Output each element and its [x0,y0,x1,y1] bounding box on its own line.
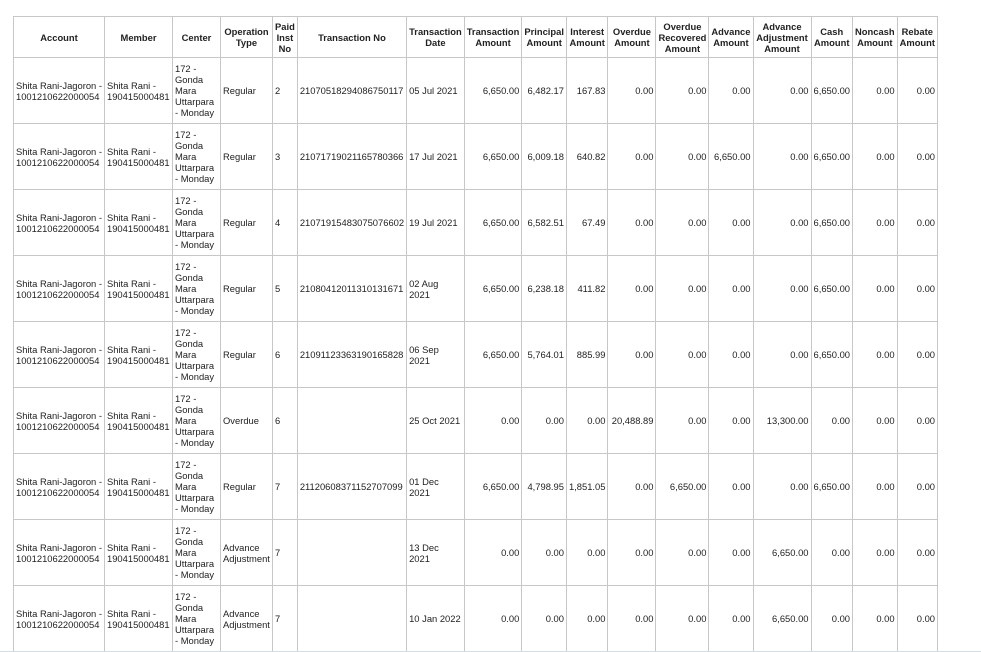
cell-rebate-amount: 0.00 [897,586,937,652]
col-header-principal-amount: Principal Amount [522,17,567,58]
table-header-row [14,17,938,58]
cell-advance-amount: 0.00 [709,454,753,520]
col-header-paid-inst-no: Paid Inst No [273,17,298,58]
cell-member: Shita Rani - 190415000481 [105,256,173,322]
cell-account: Shita Rani-Jagoron - 1001210622000054 [14,322,105,388]
cell-member: Shita Rani - 190415000481 [105,58,173,124]
cell-paid-inst-no: 2 [273,58,298,124]
cell-interest-amount: 0.00 [566,520,608,586]
cell-advance-adjustment-amount: 0.00 [753,58,811,124]
cell-transaction-amount: 0.00 [464,586,522,652]
cell-cash-amount: 6,650.00 [811,190,853,256]
cell-center: 172 - Gonda Mara Uttarpara - Monday [173,256,221,322]
cell-account: Shita Rani-Jagoron - 1001210622000054 [14,58,105,124]
cell-rebate-amount: 0.00 [897,190,937,256]
cell-rebate-amount: 0.00 [897,388,937,454]
cell-interest-amount: 1,851.05 [566,454,608,520]
cell-noncash-amount: 0.00 [853,58,898,124]
col-header-center: Center [173,17,221,58]
cell-operation-type: Regular [221,58,273,124]
cell-interest-amount: 0.00 [566,388,608,454]
cell-rebate-amount: 0.00 [897,520,937,586]
cell-transaction-date: 02 Aug 2021 [407,256,465,322]
cell-operation-type: Regular [221,256,273,322]
cell-paid-inst-no: 7 [273,520,298,586]
cell-transaction-no: 21071719021165780366 [297,124,406,190]
cell-paid-inst-no: 6 [273,388,298,454]
cell-overdue-recovered-amount: 0.00 [656,256,709,322]
cell-advance-adjustment-amount: 0.00 [753,454,811,520]
col-header-advance-amount: Advance Amount [709,17,753,58]
cell-center: 172 - Gonda Mara Uttarpara - Monday [173,322,221,388]
cell-principal-amount: 0.00 [522,388,567,454]
cell-overdue-amount: 0.00 [608,586,656,652]
cell-principal-amount: 6,238.18 [522,256,567,322]
cell-interest-amount: 640.82 [566,124,608,190]
cell-cash-amount: 6,650.00 [811,454,853,520]
table-row [14,586,938,652]
cell-transaction-no: 21120608371152707099 [297,454,406,520]
cell-advance-amount: 0.00 [709,256,753,322]
cell-transaction-date: 10 Jan 2022 [407,586,465,652]
cell-principal-amount: 5,764.01 [522,322,567,388]
cell-principal-amount: 0.00 [522,520,567,586]
cell-cash-amount: 6,650.00 [811,58,853,124]
cell-overdue-recovered-amount: 0.00 [656,58,709,124]
table-row [14,58,938,124]
cell-member: Shita Rani - 190415000481 [105,388,173,454]
loan-transaction-table [13,16,938,652]
cell-operation-type: Advance Adjustment [221,586,273,652]
cell-center: 172 - Gonda Mara Uttarpara - Monday [173,454,221,520]
cell-noncash-amount: 0.00 [853,322,898,388]
cell-transaction-date: 06 Sep 2021 [407,322,465,388]
cell-interest-amount: 885.99 [566,322,608,388]
cell-advance-amount: 6,650.00 [709,124,753,190]
cell-transaction-no: 21080412011310131671 [297,256,406,322]
cell-operation-type: Regular [221,454,273,520]
cell-member: Shita Rani - 190415000481 [105,190,173,256]
col-header-member: Member [105,17,173,58]
cell-center: 172 - Gonda Mara Uttarpara - Monday [173,124,221,190]
cell-noncash-amount: 0.00 [853,520,898,586]
cell-transaction-date: 17 Jul 2021 [407,124,465,190]
cell-member: Shita Rani - 190415000481 [105,454,173,520]
cell-transaction-no: 21070518294086750117 [297,58,406,124]
cell-paid-inst-no: 7 [273,454,298,520]
cell-advance-adjustment-amount: 0.00 [753,190,811,256]
col-header-transaction-date: Transaction Date [407,17,465,58]
cell-interest-amount: 67.49 [566,190,608,256]
table-row [14,124,938,190]
cell-overdue-amount: 0.00 [608,256,656,322]
table-row [14,454,938,520]
cell-advance-adjustment-amount: 6,650.00 [753,586,811,652]
cell-overdue-amount: 20,488.89 [608,388,656,454]
cell-account: Shita Rani-Jagoron - 1001210622000054 [14,388,105,454]
cell-transaction-amount: 6,650.00 [464,190,522,256]
cell-advance-amount: 0.00 [709,190,753,256]
cell-cash-amount: 0.00 [811,520,853,586]
cell-noncash-amount: 0.00 [853,256,898,322]
cell-overdue-recovered-amount: 0.00 [656,586,709,652]
cell-cash-amount: 0.00 [811,388,853,454]
table-row [14,388,938,454]
cell-principal-amount: 6,482.17 [522,58,567,124]
cell-advance-adjustment-amount: 0.00 [753,124,811,190]
cell-noncash-amount: 0.00 [853,586,898,652]
cell-cash-amount: 6,650.00 [811,322,853,388]
cell-rebate-amount: 0.00 [897,454,937,520]
cell-overdue-recovered-amount: 0.00 [656,124,709,190]
cell-principal-amount: 4,798.95 [522,454,567,520]
cell-transaction-amount: 6,650.00 [464,124,522,190]
cell-advance-adjustment-amount: 13,300.00 [753,388,811,454]
col-header-overdue-amount: Overdue Amount [608,17,656,58]
cell-rebate-amount: 0.00 [897,58,937,124]
col-header-cash-amount: Cash Amount [811,17,853,58]
cell-transaction-date: 05 Jul 2021 [407,58,465,124]
cell-center: 172 - Gonda Mara Uttarpara - Monday [173,190,221,256]
cell-account: Shita Rani-Jagoron - 1001210622000054 [14,190,105,256]
cell-member: Shita Rani - 190415000481 [105,124,173,190]
cell-paid-inst-no: 5 [273,256,298,322]
cell-cash-amount: 0.00 [811,586,853,652]
cell-member: Shita Rani - 190415000481 [105,520,173,586]
cell-transaction-amount: 0.00 [464,520,522,586]
col-header-noncash-amount: Noncash Amount [853,17,898,58]
cell-transaction-amount: 6,650.00 [464,454,522,520]
col-header-account: Account [14,17,105,58]
cell-center: 172 - Gonda Mara Uttarpara - Monday [173,586,221,652]
cell-interest-amount: 0.00 [566,586,608,652]
cell-transaction-no [297,586,406,652]
cell-advance-amount: 0.00 [709,322,753,388]
cell-paid-inst-no: 6 [273,322,298,388]
cell-overdue-amount: 0.00 [608,454,656,520]
cell-account: Shita Rani-Jagoron - 1001210622000054 [14,586,105,652]
cell-paid-inst-no: 4 [273,190,298,256]
cell-operation-type: Regular [221,322,273,388]
col-header-advance-adjustment-amount: Advance Adjustment Amount [753,17,811,58]
cell-account: Shita Rani-Jagoron - 1001210622000054 [14,124,105,190]
cell-transaction-date: 25 Oct 2021 [407,388,465,454]
col-header-operation-type: Operation Type [221,17,273,58]
cell-cash-amount: 6,650.00 [811,124,853,190]
cell-overdue-amount: 0.00 [608,190,656,256]
table-row [14,322,938,388]
cell-operation-type: Regular [221,124,273,190]
cell-paid-inst-no: 3 [273,124,298,190]
cell-center: 172 - Gonda Mara Uttarpara - Monday [173,388,221,454]
cell-operation-type: Overdue [221,388,273,454]
cell-transaction-amount: 6,650.00 [464,58,522,124]
cell-overdue-amount: 0.00 [608,322,656,388]
cell-overdue-recovered-amount: 0.00 [656,322,709,388]
cell-center: 172 - Gonda Mara Uttarpara - Monday [173,58,221,124]
cell-noncash-amount: 0.00 [853,124,898,190]
cell-advance-amount: 0.00 [709,520,753,586]
cell-account: Shita Rani-Jagoron - 1001210622000054 [14,256,105,322]
cell-account: Shita Rani-Jagoron - 1001210622000054 [14,520,105,586]
col-header-rebate-amount: Rebate Amount [897,17,937,58]
cell-rebate-amount: 0.00 [897,322,937,388]
cell-transaction-no [297,520,406,586]
cell-transaction-date: 13 Dec 2021 [407,520,465,586]
cell-principal-amount: 0.00 [522,586,567,652]
cell-overdue-amount: 0.00 [608,58,656,124]
cell-noncash-amount: 0.00 [853,388,898,454]
cell-transaction-amount: 0.00 [464,388,522,454]
table-body [14,58,938,652]
cell-interest-amount: 411.82 [566,256,608,322]
cell-overdue-amount: 0.00 [608,124,656,190]
cell-transaction-no: 21091123363190165828 [297,322,406,388]
cell-overdue-recovered-amount: 6,650.00 [656,454,709,520]
cell-member: Shita Rani - 190415000481 [105,586,173,652]
cell-advance-amount: 0.00 [709,388,753,454]
cell-principal-amount: 6,009.18 [522,124,567,190]
cell-noncash-amount: 0.00 [853,190,898,256]
cell-advance-amount: 0.00 [709,586,753,652]
cell-overdue-recovered-amount: 0.00 [656,388,709,454]
cell-transaction-no [297,388,406,454]
cell-advance-amount: 0.00 [709,58,753,124]
cell-rebate-amount: 0.00 [897,256,937,322]
cell-account: Shita Rani-Jagoron - 1001210622000054 [14,454,105,520]
cell-transaction-amount: 6,650.00 [464,322,522,388]
table-row [14,190,938,256]
transaction-table-container [13,16,938,652]
cell-overdue-recovered-amount: 0.00 [656,190,709,256]
cell-paid-inst-no: 7 [273,586,298,652]
table-row [14,520,938,586]
cell-advance-adjustment-amount: 6,650.00 [753,520,811,586]
col-header-transaction-no: Transaction No [297,17,406,58]
cell-operation-type: Regular [221,190,273,256]
cell-cash-amount: 6,650.00 [811,256,853,322]
cell-principal-amount: 6,582.51 [522,190,567,256]
cell-interest-amount: 167.83 [566,58,608,124]
table-row [14,256,938,322]
cell-noncash-amount: 0.00 [853,454,898,520]
cell-transaction-date: 19 Jul 2021 [407,190,465,256]
col-header-overdue-recovered-amount: Overdue Recovered Amount [656,17,709,58]
cell-rebate-amount: 0.00 [897,124,937,190]
cell-transaction-amount: 6,650.00 [464,256,522,322]
cell-overdue-recovered-amount: 0.00 [656,520,709,586]
cell-transaction-no: 21071915483075076602 [297,190,406,256]
cell-transaction-date: 01 Dec 2021 [407,454,465,520]
cell-advance-adjustment-amount: 0.00 [753,256,811,322]
cell-overdue-amount: 0.00 [608,520,656,586]
cell-operation-type: Advance Adjustment [221,520,273,586]
col-header-transaction-amount: Transaction Amount [464,17,522,58]
cell-center: 172 - Gonda Mara Uttarpara - Monday [173,520,221,586]
cell-member: Shita Rani - 190415000481 [105,322,173,388]
col-header-interest-amount: Interest Amount [566,17,608,58]
cell-advance-adjustment-amount: 0.00 [753,322,811,388]
